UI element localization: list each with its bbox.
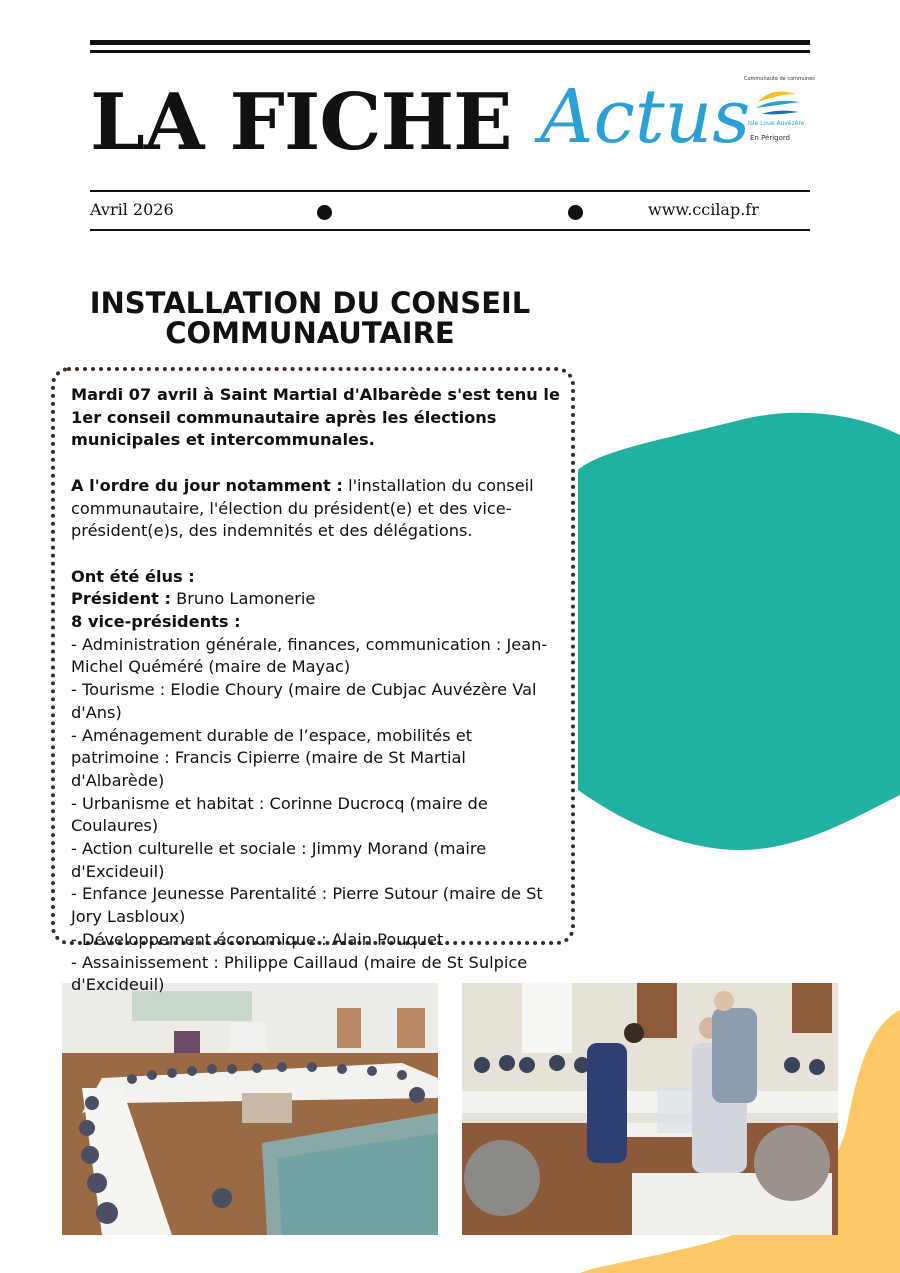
logo-waves-icon: [752, 84, 804, 120]
vote-photo: [462, 983, 838, 1235]
elected-label: Ont été élus :: [71, 566, 195, 586]
council-room-photo: [62, 983, 438, 1235]
header-rule-top-thin: [90, 50, 810, 53]
vice-president-item: - Action culturelle et sociale : Jimmy Morand (maire d'Excideuil): [71, 839, 487, 881]
logo-line-1: Communauté de communes: [744, 76, 815, 82]
issue-date: Avril 2026: [90, 200, 174, 219]
vice-president-item: - Assainissement : Philippe Caillaud (maire de St Sulpice d'Excideuil): [71, 952, 528, 995]
article-intro: Mardi 07 avril à Saint Martial d'Albarède s'est tenu le 1er conseil communautaire après les élections municipales et intercommunales.: [71, 385, 560, 450]
meta-rule-top: [90, 190, 810, 192]
community-logo: [744, 76, 814, 148]
article-body: [71, 384, 561, 997]
agenda-label: A l'ordre du jour notamment :: [71, 475, 343, 495]
vice-president-item: - Développement économique : Alain Pouquet: [71, 929, 444, 949]
vice-president-item: - Aménagement durable de l’espace, mobilités et patrimoine : Francis Cipierre (maire de St Martial d'Albarède): [71, 725, 473, 790]
separator-dot-2: [568, 205, 583, 220]
separator-dot-1: [317, 205, 332, 220]
vice-president-item: - Enfance Jeunesse Parentalité : Pierre Sutour (maire de St Jory Lasbloux): [71, 884, 543, 927]
vice-president-item: - Administration générale, finances, communication : Jean-Michel Quéméré (maire de Mayac): [71, 634, 548, 677]
teal-blob-shape: [560, 410, 900, 860]
newsletter-title: LA FICHE: [90, 77, 512, 168]
agenda-text: l'installation du conseil communautaire, l'élection du président(e) et des vice-président(e)s, des indemnités et des délégations.: [71, 475, 534, 541]
president-name: Bruno Lamonerie: [170, 589, 316, 609]
meta-rule-bottom: [90, 229, 810, 231]
website-link[interactable]: www.ccilap.fr: [648, 200, 759, 219]
header-rule-top-thick: [90, 40, 810, 45]
newsletter-script-title: Actus: [540, 74, 751, 160]
vice-president-item: - Urbanisme et habitat : Corinne Ducrocq (maire de Coulaures): [71, 793, 488, 836]
vice-president-item: - Tourisme : Elodie Choury (maire de Cubjac Auvézère Val d'Ans): [71, 680, 537, 722]
logo-line-3: En Périgord: [750, 134, 791, 142]
article-headline: INSTALLATION DU CONSEIL COMMUNAUTAIRE: [89, 286, 531, 350]
president-label: Président :: [71, 589, 171, 609]
logo-line-2: Isle Loue Auvézère: [748, 120, 805, 127]
vice-presidents-label: 8 vice-présidents :: [71, 612, 241, 631]
